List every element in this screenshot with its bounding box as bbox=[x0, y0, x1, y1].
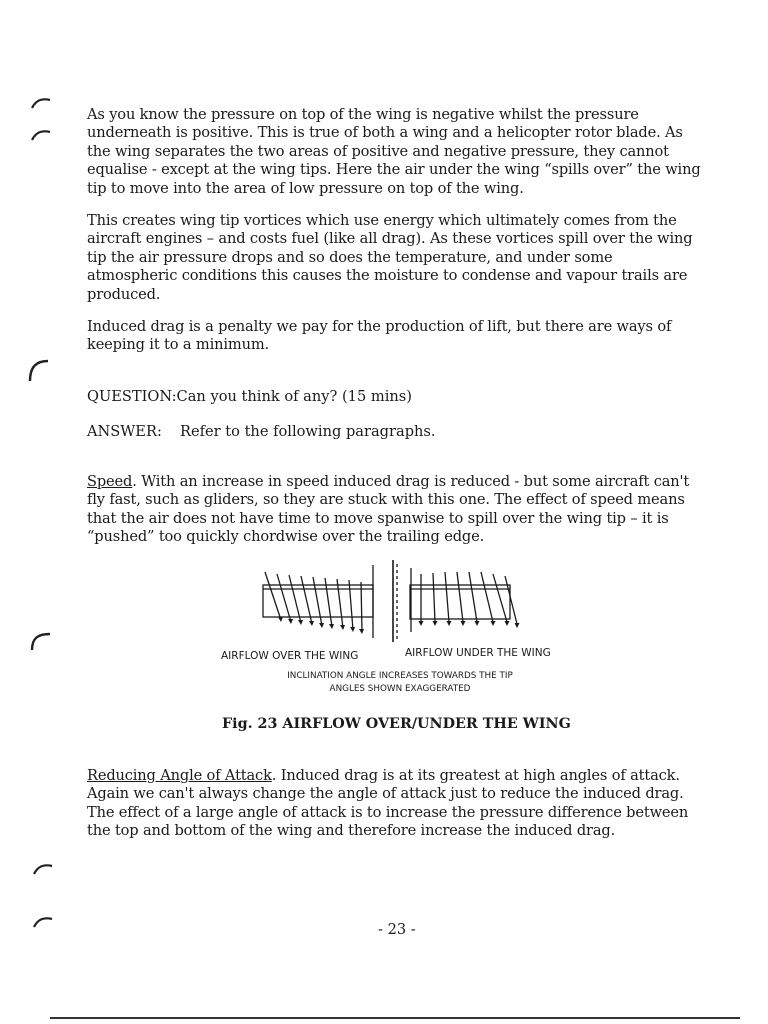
question-line bbox=[87, 388, 412, 406]
airflow-diagram bbox=[255, 560, 535, 644]
answer-line bbox=[87, 423, 436, 441]
margin-mark bbox=[30, 128, 52, 142]
bottom-rule bbox=[50, 1017, 740, 1019]
figure-note-line-2: ANGLES SHOWN EXAGGERATED bbox=[329, 684, 471, 694]
page-number: - 23 - bbox=[378, 921, 416, 938]
caption-airflow-under: AIRFLOW UNDER THE WING bbox=[405, 647, 551, 659]
answer-text: Refer to the following paragraphs. bbox=[180, 423, 436, 440]
speed-text: . With an increase in speed induced drag is reduced - but some aircraft can't fly fast, such as gliders, so they are stuck with this one. The effect of speed means that the air does not have time to move spanwise to spill over the wing tip – it is “pushed” too quickly chordwise over the trailing edge. bbox=[87, 473, 690, 546]
margin-mark bbox=[26, 355, 50, 385]
paragraph-angle-of-attack bbox=[87, 767, 707, 841]
answer-label: ANSWER: bbox=[87, 423, 162, 440]
margin-mark bbox=[32, 915, 54, 929]
caption-airflow-over: AIRFLOW OVER THE WING bbox=[221, 650, 359, 662]
aoa-heading: Reducing Angle of Attack bbox=[87, 767, 272, 784]
question-text: Can you think of any? (15 mins) bbox=[176, 388, 412, 405]
margin-mark bbox=[30, 96, 52, 110]
margin-mark bbox=[28, 630, 52, 654]
aoa-text: . Induced drag is at its greatest at high angles of attack. Again we can't always change the angle of attack just to reduce the induced drag. The effect of a large angle of attack is to increase the pressure difference between the top and bottom of the wing and therefore increase the induced drag. bbox=[87, 767, 689, 840]
margin-mark bbox=[32, 862, 54, 876]
paragraph-vortices: This creates wing tip vortices which use energy which ultimately comes from the aircraft engines – and costs fuel (like all drag). As these vortices spill over the wing tip the air pressure drops and so does the temperature, and under some atmospheric conditions this causes the moisture to condense and vapour trails are produced. bbox=[87, 212, 693, 303]
airflow-lines-over bbox=[265, 565, 373, 638]
speed-heading: Speed bbox=[87, 473, 133, 490]
figure-title: Fig. 23 AIRFLOW OVER/UNDER THE WING bbox=[222, 716, 571, 732]
question-label: QUESTION: bbox=[87, 388, 177, 405]
figure-note-line-1: INCLINATION ANGLE INCREASES TOWARDS THE TIP bbox=[287, 671, 513, 681]
paragraph-speed bbox=[87, 473, 707, 547]
paragraph-pressure: As you know the pressure on top of the wing is negative whilst the pressure underneath is positive. This is true of both a wing and a helicopter rotor blade. As the wing separates the two areas of positive and negative pressure, they cannot equalise - except at the wing tips. Here the air under the wing “spills over” the wing tip to move into the area of low pressure on top of the wing. bbox=[87, 106, 701, 197]
paragraph-induced-drag: Induced drag is a penalty we pay for the production of lift, but there are ways of keeping it to a minimum. bbox=[87, 318, 672, 354]
